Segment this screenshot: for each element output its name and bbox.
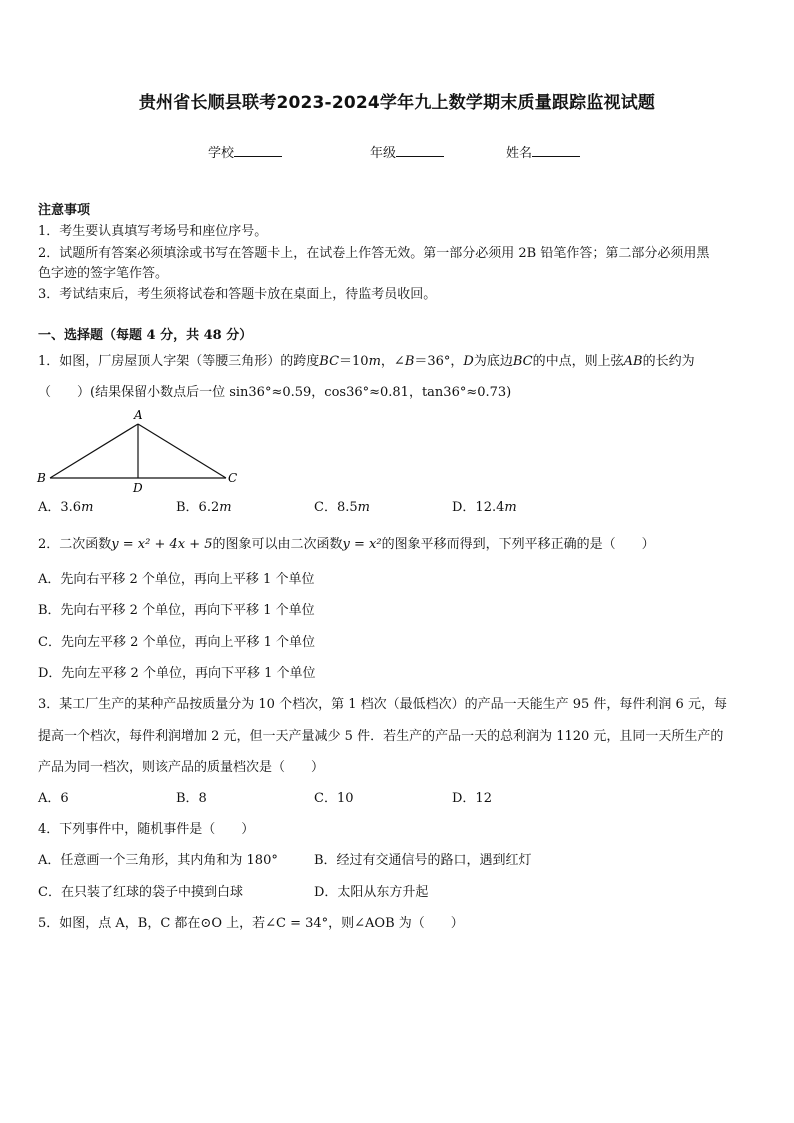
q1-text: 1．如图，厂房屋顶人字架（等腰三角形）的跨度 (38, 354, 320, 369)
q5-stem: 5．如图，点 A，B，C 都在⊙O 上，若∠C = 34°，则∠AOB 为（ ） (38, 916, 464, 931)
triangle-figure (34, 406, 244, 494)
q1-var: BC (319, 354, 340, 369)
side-ab (50, 424, 138, 478)
school-field (208, 142, 282, 161)
page-title: 贵州省长顺县联考2023-2024学年九上数学期末质量跟踪监视试题 (138, 93, 656, 113)
q1-option-a[interactable] (38, 500, 93, 516)
q2-option-c[interactable]: C．先向左平移 2 个单位，再向上平移 1 个单位 (38, 635, 316, 650)
note-item: 2．试题所有答案必须填涂或书写在答题卡上，在试卷上作答无效。第一部分必须用 2B 铅笔作答；第二部分必须用黑 (38, 246, 710, 261)
option-unit: m (357, 500, 370, 515)
q2-equation: y = x² (342, 537, 382, 552)
q4-option-d[interactable]: D．太阳从东方升起 (314, 885, 429, 900)
q2-text: 的图象平移而得到，下列平移正确的是（ ） (381, 537, 655, 552)
q3-option-c[interactable]: C．10 (314, 791, 354, 806)
q1-var: BC (512, 354, 533, 369)
q3-option-d[interactable]: D．12 (452, 791, 492, 806)
q2-equation: y = x² + 4x + 5 (111, 537, 213, 552)
label-c: C (228, 471, 238, 485)
q1-var: AB (623, 354, 643, 369)
school-label: 学校 (208, 146, 235, 161)
notes-heading: 注意事项 (38, 203, 91, 218)
q4-stem: 4．下列事件中，随机事件是（ ） (38, 822, 255, 837)
q3-stem-line: 提高一个档次，每件利润增加 2 元，但一天产量减少 5 件．若生产的产品一天的总利润为 1120 元，且同一天所生产的 (38, 729, 724, 744)
q1-text: 为底边 (473, 354, 513, 369)
side-ac (138, 424, 226, 478)
q4-option-b[interactable]: B．经过有交通信号的路口，遇到红灯 (314, 853, 532, 868)
q1-text: 的长约为 (642, 354, 695, 369)
note-item: 1．考生要认真填写考场号和座位序号。 (38, 224, 268, 239)
option-unit: m (81, 500, 94, 515)
q4-option-c[interactable]: C．在只装了红球的袋子中摸到白球 (38, 885, 243, 900)
q2-option-d[interactable]: D．先向左平移 2 个单位，再向下平移 1 个单位 (38, 666, 316, 681)
option-unit: m (219, 500, 232, 515)
grade-field (370, 142, 444, 161)
q1-text: 的中点，则上弦 (532, 354, 624, 369)
q1-stem-line1 (38, 354, 695, 370)
option-text: C．8.5 (314, 500, 358, 515)
q2-stem (38, 537, 655, 553)
q3-stem-line: 产品为同一档次，则该产品的质量档次是（ ） (38, 760, 325, 775)
q3-option-b[interactable]: B．8 (176, 791, 207, 806)
note-item: 3．考试结束后，考生须将试卷和答题卡放在桌面上，待监考员收回。 (38, 287, 437, 302)
q3-stem-line: 3．某工厂生产的某种产品按质量分为 10 个档次，第 1 档次（最低档次）的产品一天能生产 95 件，每件利润 6 元，每 (38, 697, 727, 712)
option-text: B．6.2 (176, 500, 220, 515)
q1-option-d[interactable] (452, 500, 517, 516)
q4-option-a[interactable]: A．任意画一个三角形，其内角和为 180° (38, 853, 278, 868)
q2-option-b[interactable]: B．先向右平移 2 个单位，再向下平移 1 个单位 (38, 603, 315, 618)
q1-text: ，∠ (380, 354, 405, 369)
q1-option-c[interactable] (314, 500, 370, 516)
section-heading: 一、选择题（每题 4 分，共 48 分） (38, 328, 253, 343)
q1-text: ＝10 (339, 354, 369, 369)
label-b: B (37, 471, 46, 485)
q2-text: 的图象可以由二次函数 (212, 537, 343, 552)
q1-var: B (404, 354, 415, 369)
q1-var: m (368, 354, 381, 369)
q1-text: ＝36°， (414, 354, 464, 369)
name-label: 姓名 (506, 146, 533, 161)
q2-option-a[interactable]: A．先向右平移 2 个单位，再向上平移 1 个单位 (38, 572, 315, 587)
q3-option-a[interactable]: A．6 (38, 791, 69, 806)
option-text: D．12.4 (452, 500, 505, 515)
q1-option-b[interactable] (176, 500, 232, 516)
label-a: A (134, 408, 143, 422)
name-blank (532, 144, 580, 157)
q1-stem-line2: （ ）(结果保留小数点后一位 sin36°≈0.59，cos36°≈0.81，tan36°≈0.73) (38, 385, 512, 400)
name-field (506, 142, 580, 161)
grade-label: 年级 (370, 146, 397, 161)
q2-text: 2．二次函数 (38, 537, 112, 552)
option-text: A．3.6 (38, 500, 82, 515)
option-unit: m (504, 500, 517, 515)
note-item: 色字迹的签字笔作答。 (38, 266, 169, 281)
grade-blank (396, 144, 444, 157)
school-blank (234, 144, 282, 157)
q1-var: D (463, 354, 474, 369)
label-d: D (133, 481, 143, 494)
